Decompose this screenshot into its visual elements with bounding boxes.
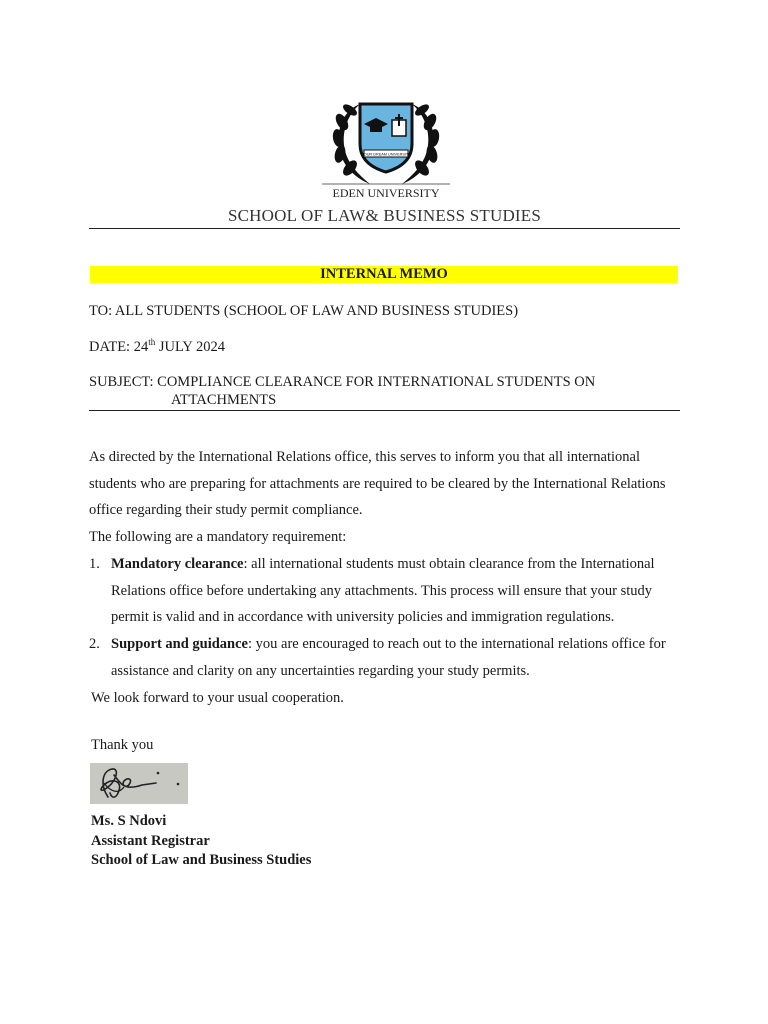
list-item-title: Mandatory clearance	[111, 555, 244, 572]
subject-divider	[89, 410, 680, 411]
date-suffix: JULY 2024	[155, 339, 225, 355]
list-item-text: : you are encouraged to reach out to the international relations office for assistance and clarity on any uncertainties regarding your study permits.	[111, 635, 666, 679]
memo-body	[89, 444, 689, 684]
closing-line: We look forward to your usual cooperation.	[91, 690, 344, 706]
date-superscript: th	[148, 337, 156, 347]
memo-date	[89, 339, 225, 356]
list-item	[89, 551, 689, 631]
intro-paragraph: As directed by the International Relations office, this serves to inform you that all international students who are preparing for attachments are required to be cleared by the International Relations office regarding their study permit compliance.	[89, 449, 666, 519]
signatory-title: Assistant Registrar	[91, 832, 210, 849]
memo-subject-line2: ATTACHMENTS	[171, 392, 277, 408]
svg-text:EDEN UNIVERSITY: EDEN UNIVERSITY	[332, 186, 440, 200]
lead-paragraph: The following are a mandatory requirement:	[89, 529, 347, 546]
list-item-text: : all international students must obtain clearance from the International Relations office before undertaking any attachments. This process will ensure that your study permit is valid and in accordance with university policies and immigration regulations.	[111, 555, 655, 626]
university-crest-icon	[320, 92, 452, 202]
memo-to: TO: ALL STUDENTS (SCHOOL OF LAW AND BUSINESS STUDIES)	[89, 303, 519, 319]
list-number: 1.	[89, 555, 100, 572]
signature-block	[91, 812, 311, 871]
handwritten-signature-icon	[90, 763, 188, 804]
header-divider	[89, 228, 680, 229]
memo-subject-line1: SUBJECT: COMPLIANCE CLEARANCE FOR INTERNATIONAL STUDENTS ON	[89, 374, 596, 390]
memo-label: INTERNAL MEMO	[90, 266, 678, 283]
date-prefix: DATE: 24	[89, 339, 149, 355]
svg-text:YOUR DREAM UNIVERSITY: YOUR DREAM UNIVERSITY	[361, 152, 411, 157]
signatory-name: Ms. S Ndovi	[91, 813, 167, 829]
list-item	[89, 631, 689, 684]
list-number: 2.	[89, 635, 100, 652]
thank-you: Thank you	[91, 737, 154, 753]
signatory-department: School of Law and Business Studies	[91, 852, 312, 868]
list-item-title: Support and guidance	[111, 635, 248, 652]
school-title: SCHOOL OF LAW& BUSINESS STUDIES	[227, 206, 542, 225]
